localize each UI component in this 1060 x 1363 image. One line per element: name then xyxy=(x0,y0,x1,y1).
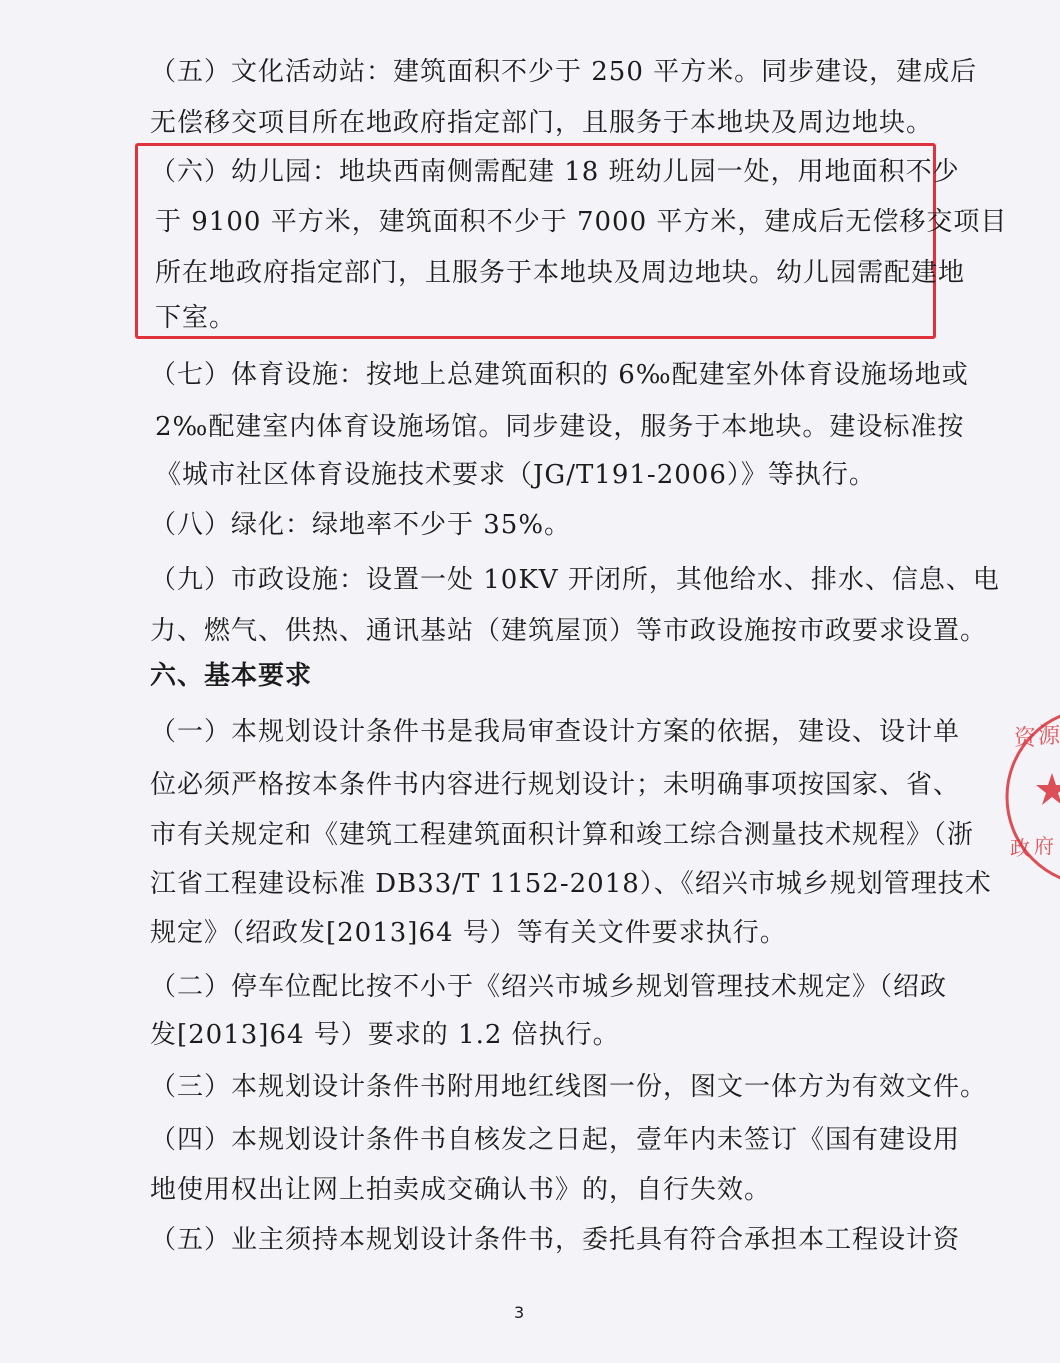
text-line: （七）体育设施：按地上总建筑面积的 6‰配建室外体育设施场地或 xyxy=(150,360,969,390)
text-line: 所在地政府指定部门，且服务于本地块及周边地块。幼儿园需配建地 xyxy=(155,258,966,288)
text-line: 规定》（绍政发[2013]64 号）等有关文件要求执行。 xyxy=(150,918,787,948)
text-line: 地使用权出让网上拍卖成交确认书》的，自行失效。 xyxy=(150,1175,772,1205)
svg-text:资: 资 xyxy=(1014,726,1037,751)
section-heading: 六、基本要求 xyxy=(150,661,313,691)
text-line: （二）停车位配比按不小于《绍兴市城乡规划管理技术规定》（绍政 xyxy=(150,972,948,1002)
svg-text:府: 府 xyxy=(1034,834,1054,858)
text-line: 于 9100 平方米，建筑面积不少于 7000 平方米，建成后无偿移交项目 xyxy=(155,207,1008,237)
official-seal xyxy=(1000,705,1060,890)
text-line: （一）本规划设计条件书是我局审查设计方案的依据，建设、设计单 xyxy=(150,717,961,747)
text-line: 无偿移交项目所在地政府指定部门，且服务于本地块及周边地块。 xyxy=(150,108,934,138)
seal-graphic xyxy=(1000,705,1060,890)
text-line: （四）本规划设计条件书自核发之日起，壹年内未签订《国有建设用 xyxy=(150,1125,961,1155)
svg-text:政: 政 xyxy=(1010,836,1030,860)
text-line: （九）市政设施：设置一处 10KV 开闭所，其他给水、排水、信息、电 xyxy=(150,565,1000,595)
text-line: 江省工程建设标准 DB33/T 1152-2018）、《绍兴市城乡规划管理技术 xyxy=(150,869,992,899)
svg-text:源: 源 xyxy=(1038,724,1060,749)
text-line: 位必须严格按本条件书内容进行规划设计；未明确事项按国家、省、 xyxy=(150,770,961,800)
text-line: 力、燃气、供热、通讯基站（建筑屋顶）等市政设施按市政要求设置。 xyxy=(150,616,988,646)
text-line: 发[2013]64 号）要求的 1.2 倍执行。 xyxy=(150,1020,620,1050)
text-line: （三）本规划设计条件书附用地红线图一份，图文一体方为有效文件。 xyxy=(150,1072,988,1102)
text-line: （五）业主须持本规划设计条件书，委托具有符合承担本工程设计资 xyxy=(150,1225,961,1255)
text-line: 下室。 xyxy=(155,303,237,333)
text-line: （六）幼儿园：地块西南侧需配建 18 班幼儿园一处，用地面积不少 xyxy=(150,157,960,187)
text-line: 《城市社区体育设施技术要求（JG/T191-2006）》等执行。 xyxy=(155,460,876,490)
text-line: 2‰配建室内体育设施场馆。同步建设，服务于本地块。建设标准按 xyxy=(155,412,965,442)
text-line: 市有关规定和《建筑工程建筑面积计算和竣工综合测量技术规程》（浙 xyxy=(150,820,975,850)
page-number: 3 xyxy=(514,1303,525,1322)
text-line: （八）绿化：绿地率不少于 35%。 xyxy=(150,510,572,540)
text-line: （五）文化活动站：建筑面积不少于 250 平方米。同步建设，建成后 xyxy=(150,57,978,87)
